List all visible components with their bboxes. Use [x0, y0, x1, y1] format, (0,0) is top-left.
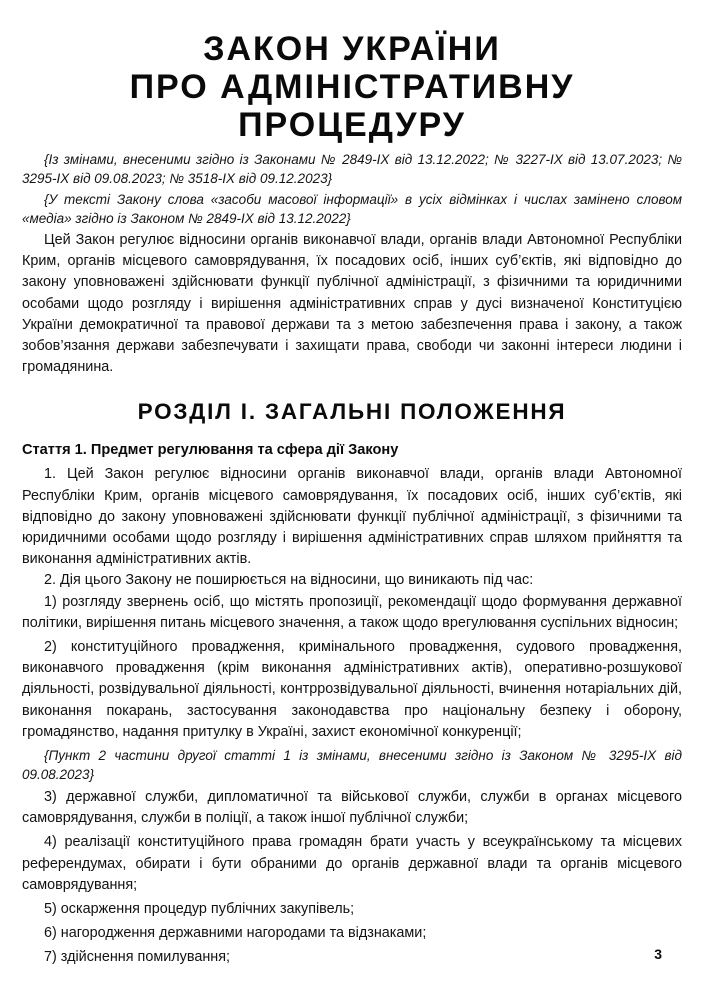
section-title: РОЗДІЛ I. ЗАГАЛЬНІ ПОЛОЖЕННЯ [137, 399, 567, 425]
item-2-amendment-note: {Пункт 2 частини другої статті 1 із змінами, внесеними згідно із Законом № 3295-IX від 09.08.2023} [22, 748, 682, 783]
article-heading: Стаття 1. Предмет регулювання та сфера дії Закону [22, 442, 399, 459]
amendments-note: {Із змінами, внесеними згідно із Законами № 2849-IX від 13.12.2022; № 3227-IX від 13.07.2023; № 3295-IX від 09.08.2023; № 3518-IX від 09.12.2023} [22, 152, 682, 186]
law-title-line-3: ПРОЦЕДУРУ [238, 106, 466, 144]
list-item-4: 4) реалізації конституційного права громадян брати участь у всеукраїнському та місцевих референдумах, обирати і бути обраними до органів державної влади та органів місцевого самоврядування; [22, 834, 682, 893]
law-title [22, 30, 682, 144]
law-title-line-2: ПРО АДМІНІСТРАТИВНУ [129, 68, 575, 106]
law-title-line-1: ЗАКОН УКРАЇНИ [203, 30, 501, 68]
page-number: 3 [654, 946, 662, 962]
document-page [22, 30, 682, 969]
article-part-2-intro: 2. Дія цього Закону не поширюється на відносини, що виникають під час: [44, 572, 534, 589]
article-part-1: 1. Цей Закон регулює відносини органів виконавчої влади, органів влади Автономної Республіки Крим, органів місцевого самоврядування, їх посадових осіб, інших суб’єктів, які відповідно до закону уповноважені здійснювати функції публічної адміністрації, з фізичними та юридичними особами щодо розгляду і вирішення адміністративних справ шляхом прийняття та виконання адміністративних актів. [22, 466, 682, 568]
list-item-2: 2) конституційного провадження, кримінального провадження, судового провадження, виконавчого провадження (крім виконання адміністративних актів), оперативно-розшукової діяльності, розвідувальної діяльності, контррозвідувальної діяльності, вчинення нотаріальних дій, виконання покарань, застосування законодавства про національну безпеку і оборону, громадянство, надання притулку в Україні, захист економічної конкуренції; [22, 639, 682, 740]
list-item-5: 5) оскарження процедур публічних закупівель; [44, 901, 355, 918]
preamble: Цей Закон регулює відносини органів виконавчої влади, органів влади Автономної Республіки Крим, органів місцевого самоврядування, їх посадових осіб, інших суб’єктів, які відповідно до закону уповноважені здійснювати функції публічної адміністрації, з фізичними та юридичними особами щодо розгляду і вирішення адміністративних справ у дусі визначеної Конституцією України демократичної та правової держави та з метою забезпечення права і закону, а також зобов’язання держави забезпечувати і захищати права, свободи чи законні інтереси людини і громадянина. [22, 232, 682, 376]
list-item-6: 6) нагородження державними нагородами та відзнаками; [44, 925, 427, 942]
list-item-7: 7) здійснення помилування; [44, 949, 231, 966]
terminology-note: {У тексті Закону слова «засоби масової інформації» в усіх відмінках і числах замінено словом «медіа» згідно із Законом № 2849-IX від 13.12.2022} [22, 192, 682, 226]
list-item-1: 1) розгляду звернень осіб, що містять пропозиції, рекомендації щодо формування державної політики, вирішення питань місцевого значення, а також щодо врегулювання суспільних відносин; [22, 593, 682, 631]
list-item-3: 3) державної служби, дипломатичної та військової служби, служби в органах місцевого самоврядування, служби в поліції, а також іншої публічної служби; [22, 789, 682, 827]
